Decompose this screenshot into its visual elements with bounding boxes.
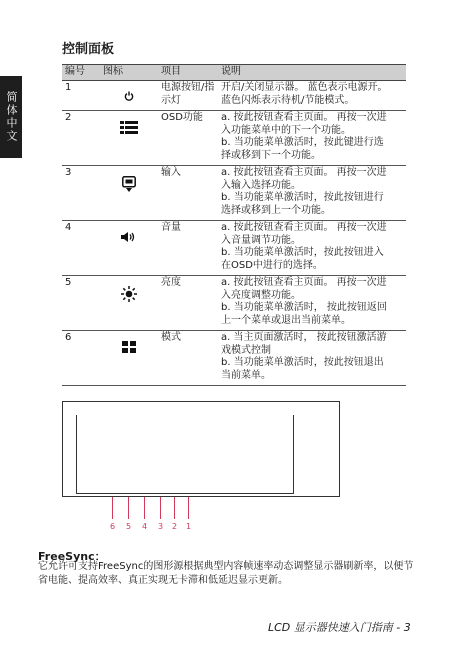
description-line: 择或移到下一个功能。	[221, 149, 321, 161]
table-row	[62, 331, 406, 386]
row-number: 6	[62, 331, 100, 386]
row-icon-cell	[100, 221, 158, 276]
description-line: 入输入选择功能。	[221, 179, 301, 191]
description-line: a. 按此按钮查看主页面。 再按一次进	[221, 112, 387, 123]
mode-icon	[122, 341, 136, 353]
button-marker-line	[188, 497, 189, 519]
row-item: 音量	[158, 221, 218, 276]
freesync-description: 它允许可支持FreeSync的图形源根据典型内容帧速率动态调整显示器刷新率，以便节省电能、提高效率、真正实现无卡滞和低延迟显示更新。	[38, 561, 414, 586]
description-line: b. 当功能菜单激活时， 按此按钮返回	[221, 302, 387, 313]
button-marker-line	[174, 497, 175, 519]
button-number-label: 5	[126, 522, 132, 531]
header-description: 说明	[218, 65, 406, 81]
description-line: a. 按此按钮查看主页面。 再按一次进	[221, 222, 387, 233]
description-line: b. 当功能菜单激活时，按此按钮退出	[221, 357, 384, 368]
row-number: 5	[62, 276, 100, 331]
row-icon-cell	[100, 276, 158, 331]
row-number: 1	[62, 81, 100, 111]
input-icon	[122, 176, 136, 193]
control-panel-table	[62, 64, 406, 386]
row-description	[218, 221, 406, 276]
description-line: 戏模式控制	[221, 344, 271, 356]
row-item: 模式	[158, 331, 218, 386]
button-number-label: 4	[142, 522, 148, 531]
description-line: a. 当主页面激活时， 按此按钮激活游	[221, 332, 387, 343]
table-row	[62, 81, 406, 111]
description-line: 当前菜单。	[221, 369, 271, 381]
row-description	[218, 331, 406, 386]
button-marker-line	[144, 497, 145, 519]
menu-icon	[120, 121, 138, 134]
button-marker-line	[160, 497, 161, 519]
description-line: 上一个菜单或退出当前菜单。	[221, 314, 351, 326]
button-number-label: 6	[110, 522, 116, 531]
row-icon-cell	[100, 331, 158, 386]
description-line: 开启/关闭显示器。 蓝色表示电源开。	[221, 82, 388, 93]
description-line: 蓝色闪烁表示待机/节能模式。	[221, 94, 355, 106]
description-line: 入亮度调整功能。	[221, 289, 301, 301]
description-line: b. 当功能菜单激活时，按此键进行选	[221, 137, 384, 148]
header-number: 编号	[62, 65, 100, 81]
row-icon-cell	[100, 81, 158, 111]
freesync-title: FreeSync：	[38, 550, 106, 563]
power-icon	[124, 91, 134, 101]
description-line: 入音量调节功能。	[221, 234, 301, 246]
row-icon-cell	[100, 111, 158, 166]
row-description	[218, 276, 406, 331]
table-header-row	[62, 65, 406, 81]
monitor-screen	[76, 415, 294, 494]
row-description	[218, 166, 406, 221]
description-line: b. 当功能菜单激活时，按此按钮进行	[221, 192, 384, 203]
row-item: 输入	[158, 166, 218, 221]
description-line: a. 按此按钮查看主页面。 再按一次进	[221, 277, 387, 288]
table-row	[62, 111, 406, 166]
button-number-label: 2	[172, 522, 178, 531]
button-marker-line	[112, 497, 113, 519]
description-line: 入功能菜单中的下一个功能。	[221, 124, 351, 136]
row-number: 3	[62, 166, 100, 221]
row-item: OSD功能	[158, 111, 218, 166]
description-line: 在OSD中进行的选择。	[221, 259, 323, 271]
row-icon-cell	[100, 166, 158, 221]
volume-icon	[121, 231, 137, 243]
page-footer: LCD 显示器快速入门指南 - 3	[268, 621, 411, 634]
row-item: 电源按钮/指示灯	[158, 81, 218, 111]
table-row	[62, 221, 406, 276]
brightness-icon	[121, 286, 137, 302]
row-number: 4	[62, 221, 100, 276]
monitor-diagram	[62, 401, 340, 533]
table-row	[62, 276, 406, 331]
table-row	[62, 166, 406, 221]
button-number-label: 1	[186, 522, 192, 531]
row-description	[218, 81, 406, 111]
description-line: b. 当功能菜单激活时，按此按钮进入	[221, 247, 384, 258]
button-marker-line	[128, 497, 129, 519]
row-number: 2	[62, 111, 100, 166]
description-line: 选择或移到上一个功能。	[221, 204, 331, 216]
header-item: 项目	[158, 65, 218, 81]
section-title: 控制面板	[62, 42, 115, 57]
row-item: 亮度	[158, 276, 218, 331]
row-description	[218, 111, 406, 166]
description-line: a. 按此按钮查看主页面。 再按一次进	[221, 167, 387, 178]
button-number-label: 3	[158, 522, 164, 531]
language-tab: 简体中文	[0, 76, 22, 158]
header-icon: 图标	[100, 65, 158, 81]
